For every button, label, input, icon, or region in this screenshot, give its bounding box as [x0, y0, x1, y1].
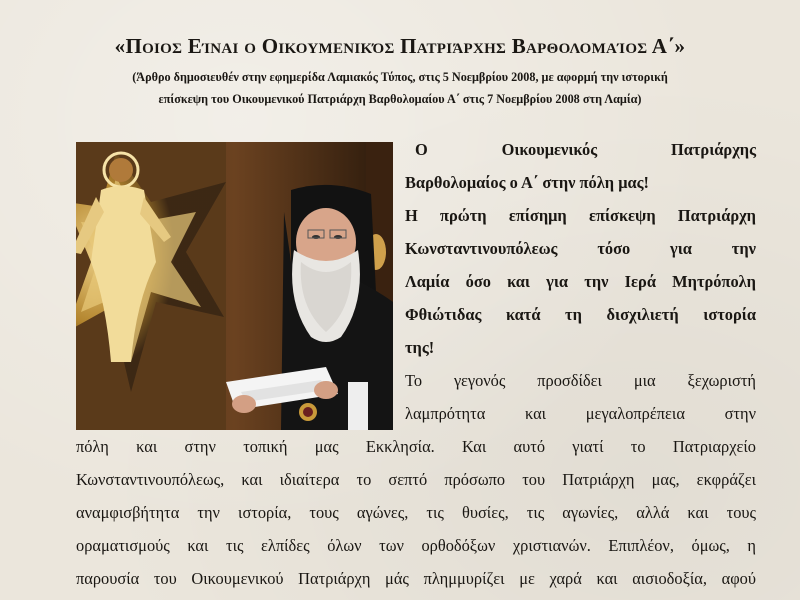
paragraph-line-4: Κωνσταντινουπόλεως, και ιδιαίτερα το σεπτό πρόσωπο του Πατριάρχη μας, εκφράζει: [76, 470, 756, 489]
heading-line-2: Βαρθολομαίος ο Α΄ στην πόλη μας!: [405, 173, 650, 192]
heading-line-4: Κωνσταντινουπόλεως τόσο για την: [405, 239, 756, 258]
paragraph-line-1: Το γεγονός προσδίδει μια ξεχωριστή: [405, 371, 756, 390]
subtitle-line-1: (Άρθρο δημοσιευθέν στην εφημερίδα Λαμιακός Τύπος, στις 5 Νοεμβρίου 2008, με αφορμή την ιστορική: [132, 70, 668, 84]
paragraph-line-6: οραματισμούς και τις ελπίδες όλων των ορθοδόξων χριστιανών. Επιπλέον, όμως, η: [76, 536, 756, 555]
paragraph-line-7: παρουσία του Οικουμενικού Πατριάρχη μάς πλημμυρίζει με χαρά και αισιοδοξία, αφού: [76, 569, 756, 588]
subtitle-line-2: επίσκεψη του Οικουμενικού Πατριάρχη Βαρθολομαίου Α΄ στις 7 Νοεμβρίου 2008 στη Λαμία): [158, 92, 642, 106]
heading-line-7: της!: [405, 338, 435, 357]
patriarch-photo: [76, 142, 393, 430]
heading-line-5: Λαμία όσο και για την Ιερά Μητρόπολη: [405, 272, 756, 291]
article-title: «Ποιος Είναι ο Οικουμενικός Πατριάρχης Βαρθολομαίος Α΄»: [114, 34, 686, 58]
paragraph-line-2: λαμπρότητα και μεγαλοπρέπεια στην: [405, 404, 756, 423]
paragraph-line-5: αναμφισβήτητα την ιστορία, τους αγώνες, τις θυσίες, τις αγωνίες, αλλά και τους: [76, 503, 756, 522]
heading-line-1: Ο Οικουμενικός Πατριάρχης: [415, 140, 756, 159]
heading-line-6: Φθιώτιδας κατά τη δισχιλιετή ιστορία: [405, 305, 756, 324]
patriarch-photo-image: [76, 142, 393, 430]
paragraph-line-3: πόλη και στην τοπική μας Εκκλησία. Και αυτό γιατί το Πατριαρχείο: [76, 437, 756, 456]
article-subtitle: [60, 66, 740, 110]
heading-line-3: Η πρώτη επίσημη επίσκεψη Πατριάρχη: [405, 206, 756, 225]
